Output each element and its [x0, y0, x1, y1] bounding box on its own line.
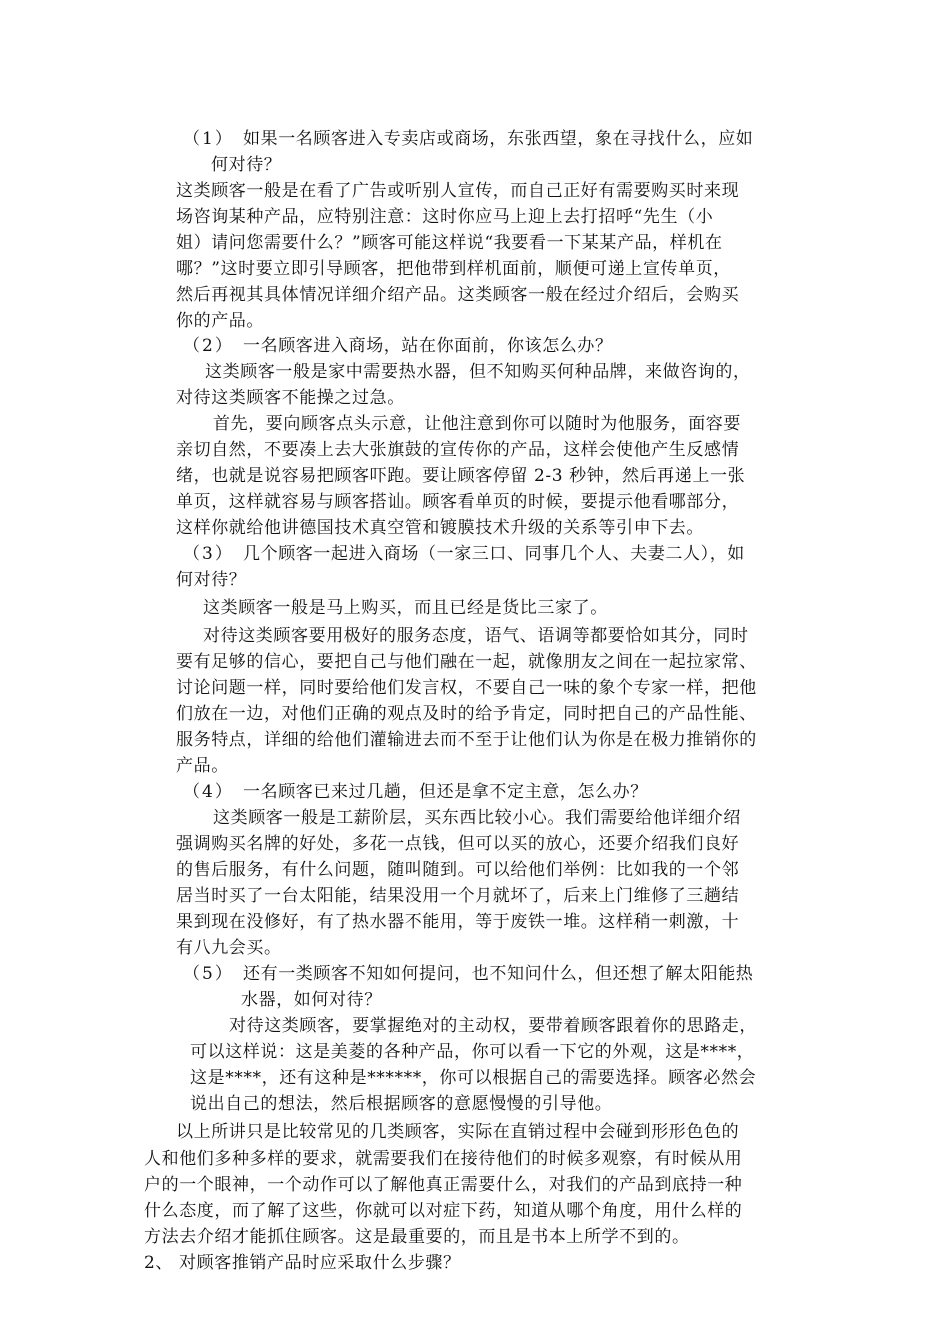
q1-title-line-2: 何对待？: [211, 155, 282, 175]
q5-title-line-1: 还有一类顾客不知如何提问，也不知问什么，但还想了解太阳能热: [243, 964, 754, 984]
q2-body-line: 单页，这样就容易与顾客搭讪。顾客看单页的时候，要提示他看哪部分，: [176, 492, 740, 512]
q1-title-line-1: 如果一名顾客进入专卖店或商场，东张西望，象在寻找什么，应如: [243, 129, 754, 149]
q1-number: （1）: [183, 129, 234, 149]
summary-line: 人和他们多种多样的要求，就需要我们在接待他们的时候多观察，有时候从用: [144, 1149, 743, 1169]
q5-title-line-2: 水器，如何对待？: [241, 990, 382, 1010]
q5-body-line: 对待这类顾客，要掌握绝对的主动权，要带着顾客跟着你的思路走，: [229, 1016, 757, 1036]
q4-body-line: 这类顾客一般是工薪阶层，买东西比较小心。我们需要给他详细介绍: [213, 808, 741, 828]
q1-body-line: 姐）请问您需要什么？”顾客可能这样说“我要看一下某某产品，样机在: [176, 233, 723, 253]
q2-body-line: 亲切自然，不要凑上去大张旗鼓的宣传你的产品，这样会使他产生反感情: [176, 440, 740, 460]
q2-body-line: 绪，也就是说容易把顾客吓跑。要让顾客停留 2-3 秒钟，然后再递上一张: [176, 466, 746, 486]
summary-line: 什么态度，而了解了这些，你就可以对症下药，知道从哪个角度，用什么样的: [144, 1201, 743, 1221]
q2-number: （2）: [183, 336, 234, 356]
q2-body-line: 首先，要向顾客点头示意，让他注意到你可以随时为他服务，面容要: [213, 414, 741, 434]
q3-body-line: 对待这类顾客要用极好的服务态度，语气、语调等都要恰如其分，同时: [203, 626, 749, 646]
q5-body-line: 可以这样说：这是美菱的各种产品，你可以看一下它的外观，这是****，: [190, 1042, 755, 1062]
q4-body-line: 强调购买名牌的好处，多花一点钱，但可以买的放心，还要介绍我们良好: [176, 834, 740, 854]
q2-body-line: 这类顾客一般是家中需要热水器，但不知购买何种品牌，来做咨询的，: [205, 362, 751, 382]
summary-line: 方法去介绍才能抓住顾客。这是最重要的，而且是书本上所学不到的。: [144, 1227, 690, 1247]
q1-body-line: 这类顾客一般是在看了广告或听别人宣传，而自己正好有需要购买时来现: [176, 181, 740, 201]
q4-body-line: 有八九会买。: [176, 938, 282, 958]
q2-body-line: 这样你就给他讲德国技术真空管和镀膜技术升级的关系等引申下去。: [176, 518, 704, 538]
summary-line: 户的一个眼神，一个动作可以了解他真正需要什么，对我们的产品到底持一种: [144, 1175, 743, 1195]
q3-body-line: 产品。: [176, 756, 229, 776]
q4-heading: [183, 779, 648, 805]
q5-heading: [183, 961, 753, 987]
summary-line: 以上所讲只是比较常见的几类顾客，实际在直销过程中会碰到形形色色的: [176, 1122, 740, 1142]
q4-body-line: 的售后服务，有什么问题，随叫随到。可以给他们举例：比如我的一个邻: [176, 860, 740, 880]
q1-heading: [183, 126, 753, 152]
q2-title: 一名顾客进入商场，站在你面前，你该怎么办？: [243, 336, 613, 356]
q3-title-line-2: 何对待？: [176, 570, 247, 590]
q5-number: （5）: [183, 964, 234, 984]
q4-body-line: 居当时买了一台太阳能，结果没用一个月就坏了，后来上门维修了三趟结: [176, 886, 740, 906]
q1-body-line: 哪？”这时要立即引导顾客，把他带到样机面前，顺便可递上宣传单页，: [176, 259, 731, 279]
q4-number: （4）: [183, 782, 234, 802]
q1-body-line: 你的产品。: [176, 311, 264, 331]
q3-heading: [183, 541, 745, 567]
q4-body-line: 果到现在没修好，有了热水器不能用，等于废铁一堆。这样稍一刺激，十: [176, 912, 740, 932]
q1-body-line: 场咨询某种产品，应特别注意：这时你应马上迎上去打招呼“先生（小: [176, 207, 714, 227]
q3-body-line: 这类顾客一般是马上购买，而且已经是货比三家了。: [203, 598, 608, 618]
q3-body-line: 们放在一边，对他们正确的观点及时的给予肯定，同时把自己的产品性能、: [176, 704, 757, 724]
q5-body-line: 这是****，还有这种是******，你可以根据自己的需要选择。顾客必然会: [190, 1068, 757, 1088]
q5-body-line: 说出自己的想法，然后根据顾客的意愿慢慢的引导他。: [190, 1094, 613, 1114]
q3-number: （3）: [183, 544, 234, 564]
q1-body-line: 然后再视其具体情况详细介绍产品。这类顾客一般在经过介绍后，会购买: [176, 285, 740, 305]
q3-body-line: 要有足够的信心，要把自己与他们融在一起，就像朋友之间在一起拉家常、: [176, 652, 757, 672]
q3-body-line: 讨论问题一样，同时要给他们发言权，不要自己一味的象个专家一样，把他: [176, 678, 757, 698]
q3-body-line: 服务特点，详细的给他们灌输进去而不至于让他们认为你是在极力推销你的: [176, 730, 757, 750]
q4-title: 一名顾客已来过几趟，但还是拿不定主意，怎么办？: [243, 782, 648, 802]
section-2-heading: 2、 对顾客推销产品时应采取什么步骤？: [144, 1253, 461, 1273]
q2-body-line: 对待这类顾客不能操之过急。: [176, 388, 405, 408]
q3-title-line-1: 几个顾客一起进入商场（一家三口、同事几个人、夫妻二人），如: [243, 544, 745, 564]
q2-heading: [183, 333, 613, 359]
